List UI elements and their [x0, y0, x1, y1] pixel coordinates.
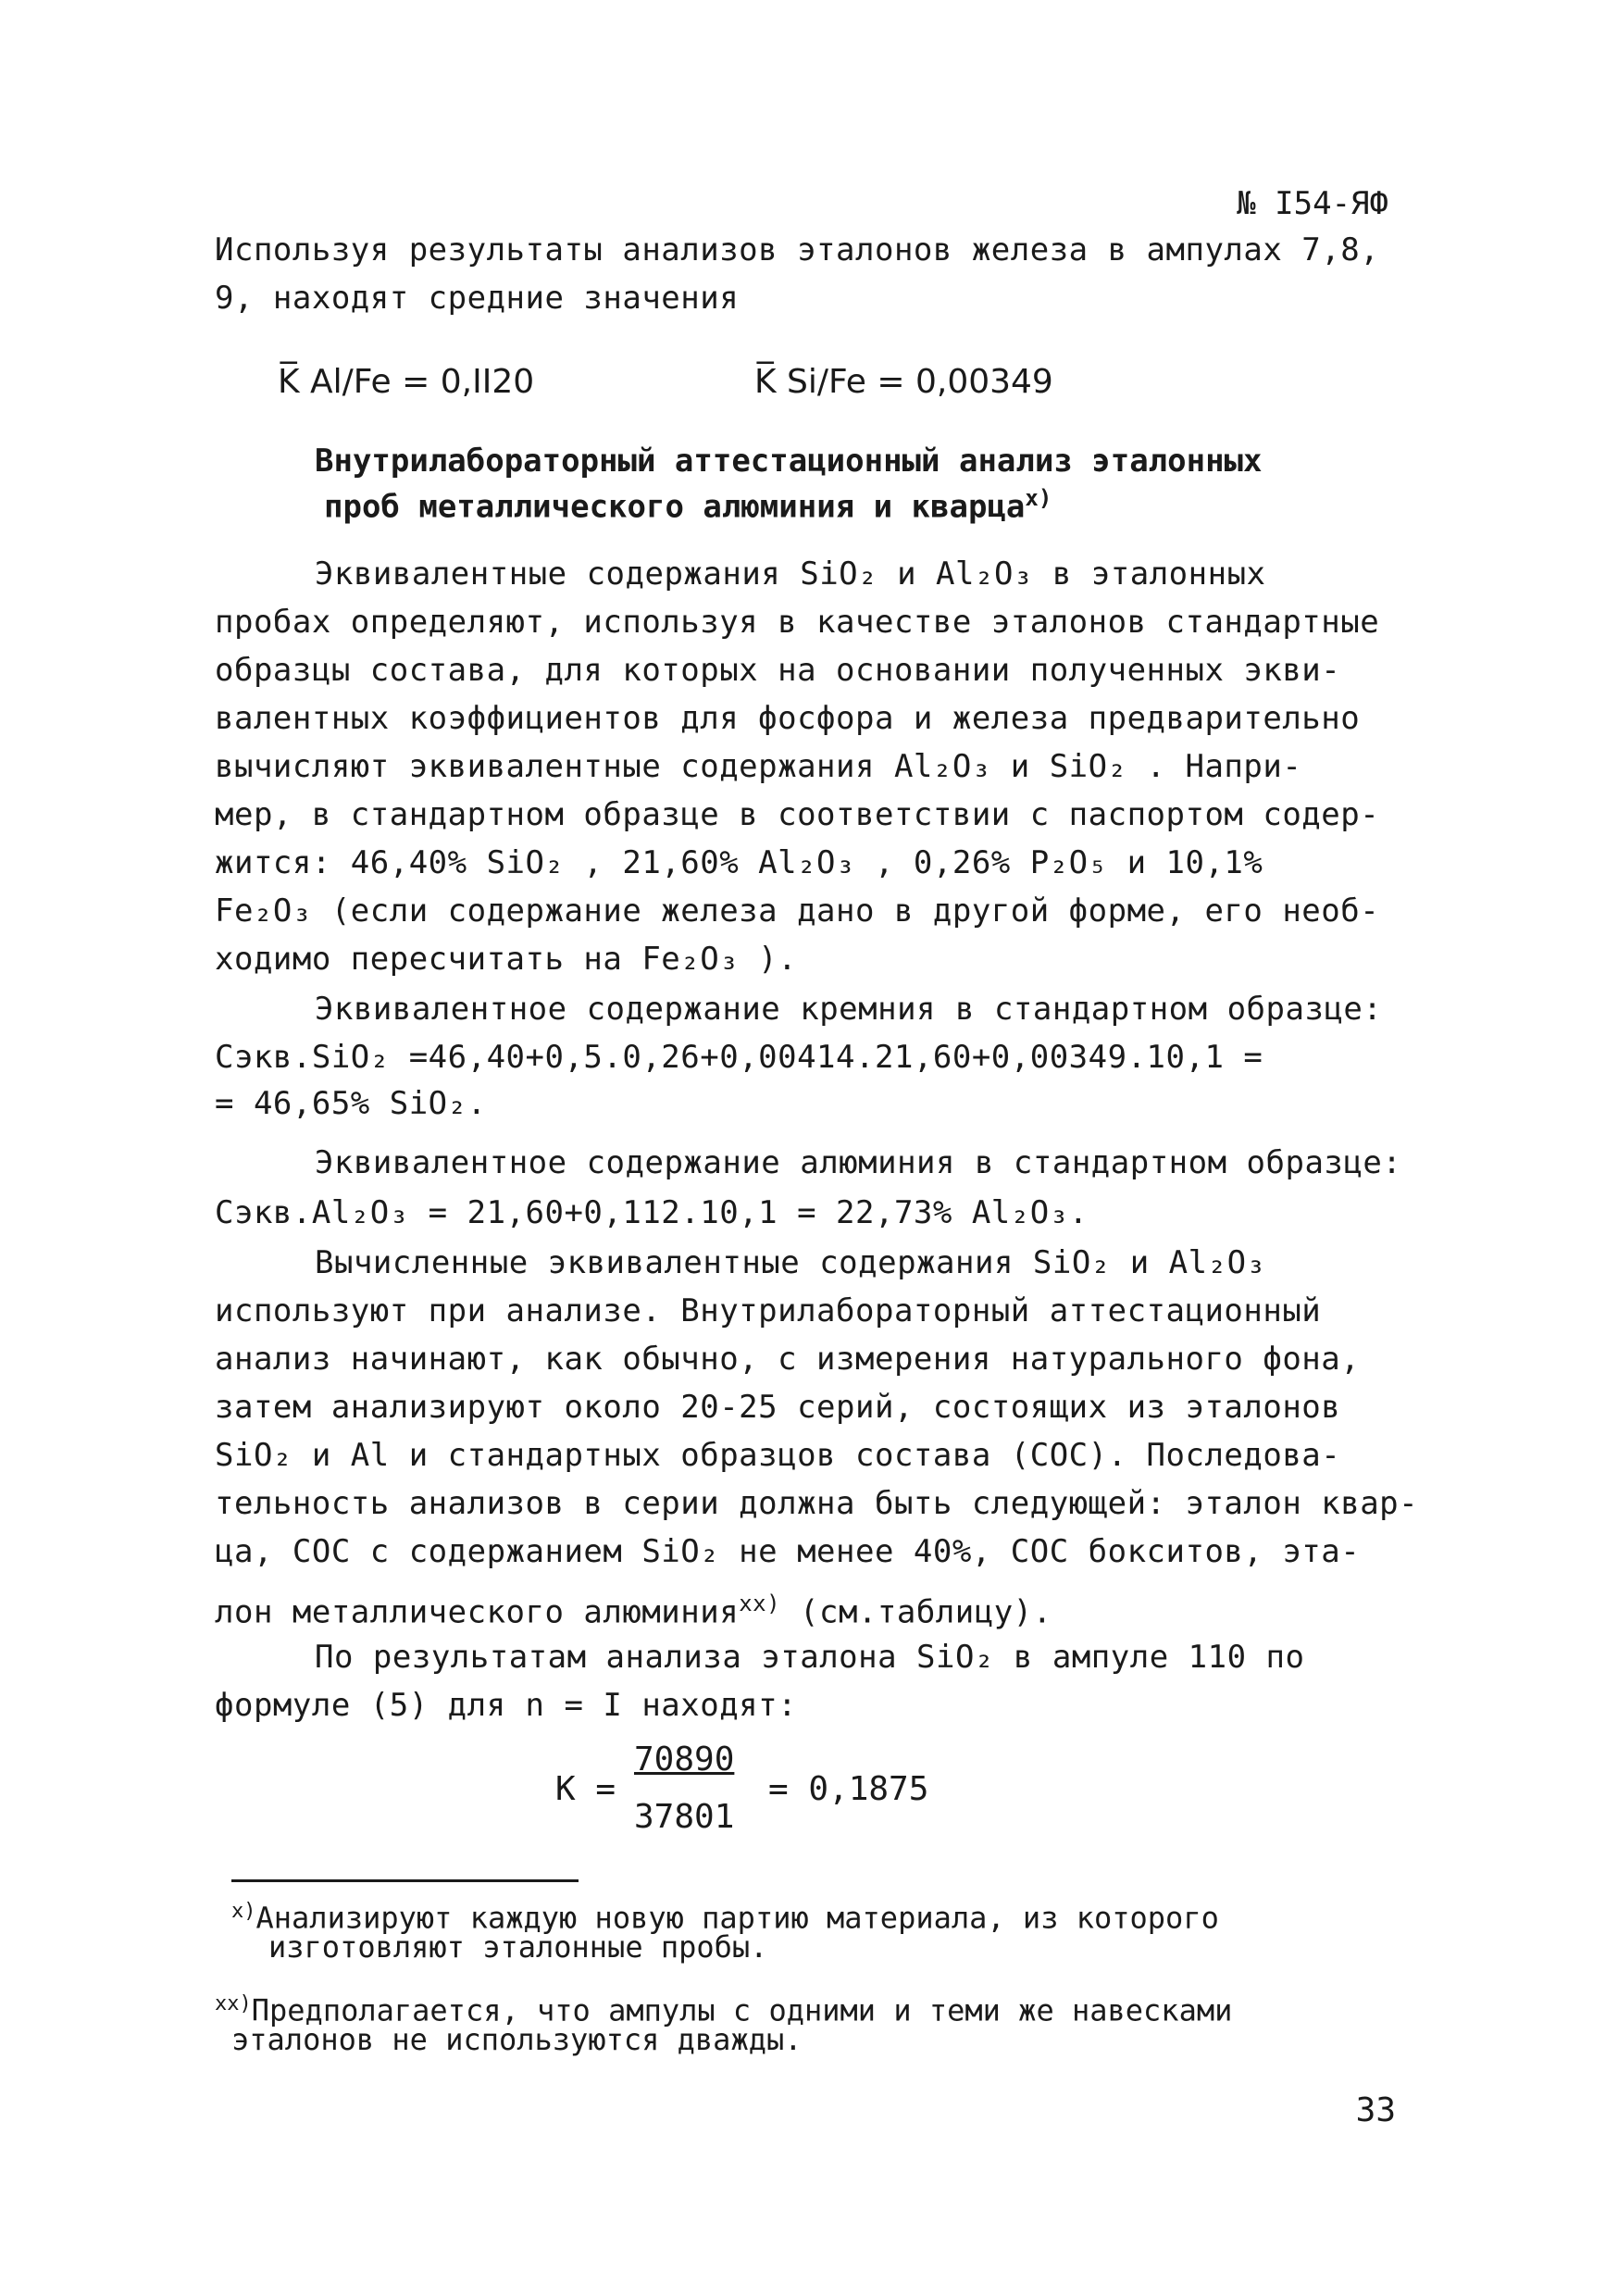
coefficient-si-fe: K̅ Si/Fe = 0,00349 [754, 363, 1053, 401]
paragraph4-line-8-text: лон металлического алюминия [215, 1593, 740, 1631]
footnote-1-line-2: изготовляют эталонные пробы. [268, 1929, 768, 1965]
section-footnote-mark: x) [1025, 485, 1052, 511]
paragraph4-line-4: затем анализируют около 20-25 серий, состоящих из эталонов [215, 1389, 1341, 1426]
paragraph4-line-8 [215, 1585, 1052, 1630]
fraction-lhs: K = [555, 1770, 616, 1808]
footnote-2-line-1: Предполагается, что ампулы с одними и теми же навесками [251, 1992, 1233, 2028]
coefficient-al-fe: K̅ Al/Fe = 0,II20 [278, 363, 535, 401]
paragraph1-line-4: валентных коэффициентов для фосфора и железа предварительно [215, 700, 1361, 737]
paragraph1-line-9: ходимо пересчитать на Fe₂O₃ ). [215, 941, 798, 978]
page-number: 33 [1355, 2091, 1396, 2129]
fraction-formula [555, 1741, 944, 1842]
paragraph1-line-3: образцы состава, для которых на основании полученных экви- [215, 652, 1341, 689]
footnote-separator [231, 1879, 579, 1882]
fraction-numerator: 70890 [634, 1741, 735, 1778]
paragraph4-line-7: ца, СОС с содержанием SiO₂ не менее 40%, СОС бокситов, эта- [215, 1533, 1361, 1570]
document-number: № I54-ЯФ [1237, 185, 1388, 222]
paragraph4-line-1: Вычисленные эквивалентные содержания SiO₂ и Al₂O₃ [315, 1244, 1266, 1281]
section-title-line-1: Внутрилабораторный аттестационный анализ эталонных [315, 443, 1263, 480]
paragraph5-line-1: По результатам анализа эталона SiO₂ в ампуле 110 по [315, 1639, 1305, 1676]
paragraph1-line-1: Эквивалентные содержания SiO₂ и Al₂O₃ в эталонных [315, 555, 1266, 593]
paragraph2-line-1: Эквивалентное содержание кремния в стандартном образце: [315, 991, 1383, 1028]
paragraph4-line-3: анализ начинают, как обычно, с измерения натурального фона, [215, 1341, 1361, 1378]
paragraph3-line-1: Эквивалентное содержание алюминия в стандартном образце: [315, 1144, 1402, 1181]
intro-line-2: 9, находят средние значения [215, 280, 740, 317]
section-title-text: проб металлического алюминия и кварца [324, 488, 1026, 526]
paragraph3-line-2: Cэкв.Al₂O₃ = 21,60+0,112.10,1 = 22,73% Al₂O₃. [215, 1194, 1089, 1231]
footnote-2-mark: xx) [215, 1992, 252, 2015]
paragraph2-line-3: = 46,65% SiO₂. [215, 1085, 487, 1122]
paragraph4-tail-text: (см.таблицу). [780, 1593, 1052, 1631]
paragraph1-line-7: жится: 46,40% SiO₂ , 21,60% Al₂O₃ , 0,26% P₂O₅ и 10,1% [215, 844, 1263, 881]
paragraph1-line-2: пробах определяют, используя в качестве эталонов стандартные [215, 604, 1380, 641]
paragraph4-line-2: используют при анализе. Внутрилабораторный аттестационный [215, 1292, 1322, 1329]
fraction-rhs: = 0,1875 [768, 1770, 929, 1808]
paragraph2-line-2: Cэкв.SiO₂ =46,40+0,5.0,26+0,00414.21,60+0,00349.10,1 = [215, 1039, 1263, 1076]
footnote-1-line-1: Анализируют каждую новую партию материала, из которого [255, 1900, 1219, 1936]
paragraph5-line-2: формуле (5) для n = I находят: [215, 1687, 798, 1724]
paragraph4-line-5: SiO₂ и Al и стандартных образцов состава (СОС). Последова- [215, 1437, 1341, 1474]
section-title-line-2 [324, 480, 1052, 525]
paragraph1-line-6: мер, в стандартном образце в соответствии с паспортом содер- [215, 796, 1380, 833]
footnote-1-mark: x) [231, 1900, 256, 1923]
paragraph1-line-5: вычисляют эквивалентные содержания Al₂O₃ и SiO₂ . Напри- [215, 748, 1302, 785]
footnote-2-line-2: эталонов не используются дважды. [231, 2022, 803, 2057]
intro-line-1: Используя результаты анализов эталонов железа в ампулах 7,8, [215, 231, 1380, 268]
paragraph4-line-6: тельность анализов в серии должна быть следующей: эталон квар- [215, 1485, 1419, 1522]
paragraph1-line-8: Fe₂O₃ (если содержание железа дано в другой форме, его необ- [215, 892, 1380, 930]
paragraph4-footnote-mark: xx) [739, 1591, 781, 1616]
fraction-denominator: 37801 [634, 1798, 735, 1836]
